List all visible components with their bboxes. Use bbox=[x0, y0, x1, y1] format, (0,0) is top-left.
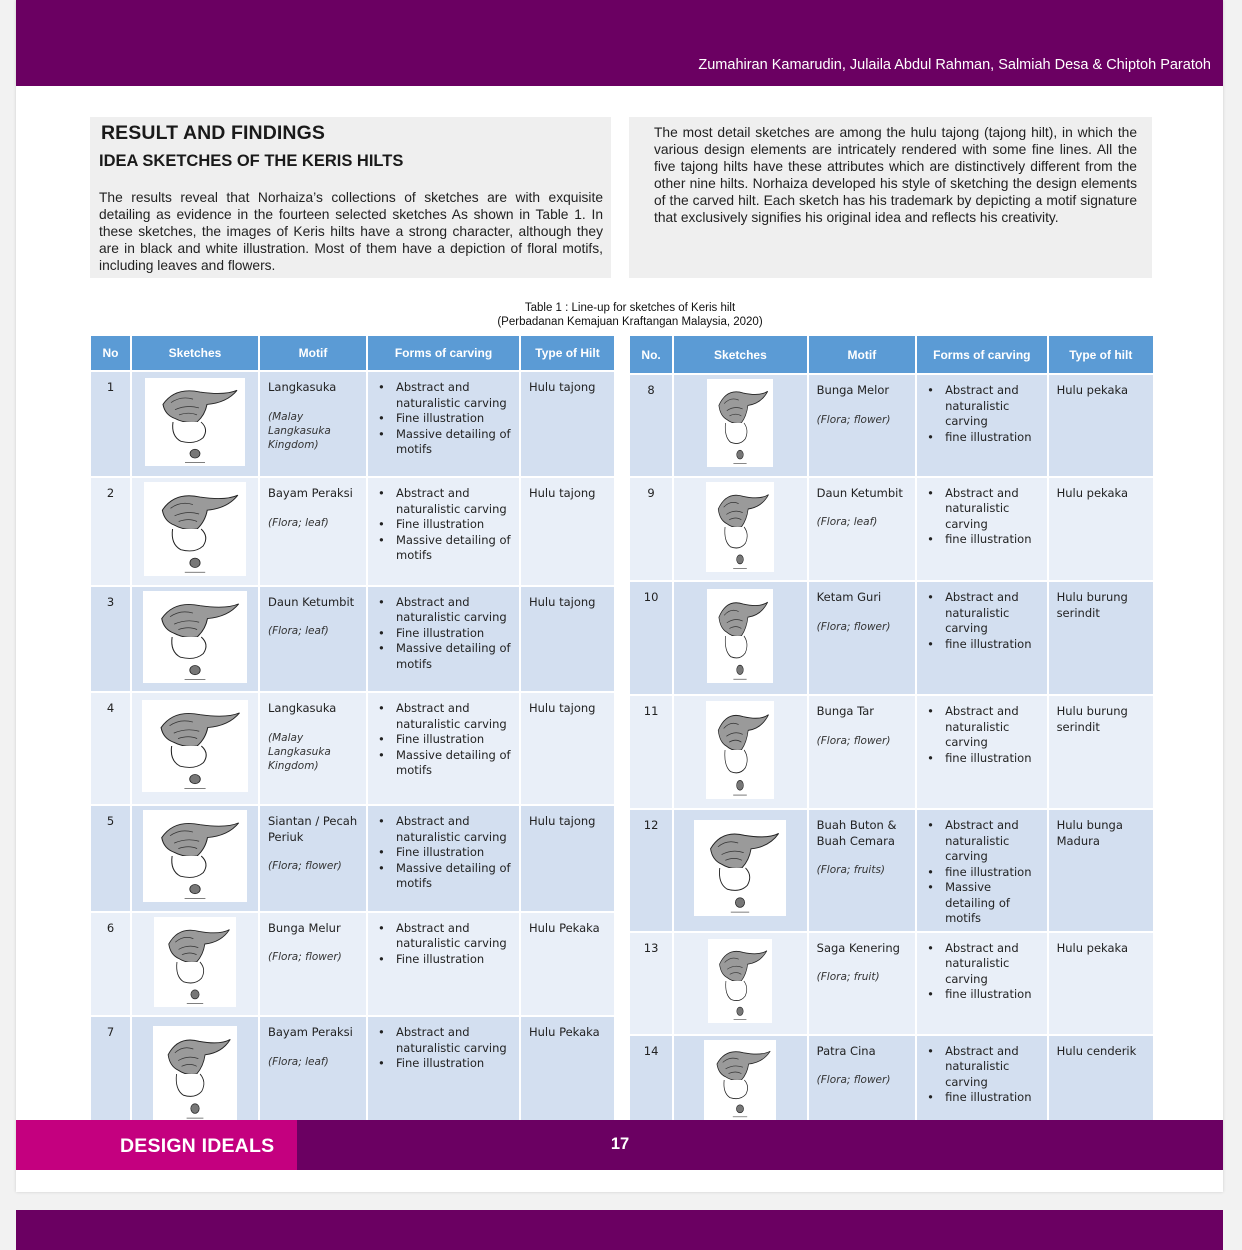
footer-label: DESIGN IDEALS bbox=[120, 1135, 275, 1157]
column-header-no: No bbox=[91, 336, 130, 370]
table-row bbox=[630, 582, 1153, 694]
column-header-forms: Forms of carving bbox=[917, 336, 1047, 373]
sketch-cell bbox=[674, 375, 807, 476]
forms-cell bbox=[917, 582, 1047, 694]
motif-cell bbox=[809, 810, 915, 931]
forms-list-item: • Abstract and naturalistic carving bbox=[925, 818, 1043, 865]
motif-cell bbox=[260, 478, 366, 585]
keris-hilt-sketch-image bbox=[145, 378, 245, 466]
forms-list bbox=[376, 1025, 515, 1072]
motif-name: Daun Ketumbit bbox=[268, 594, 355, 609]
motif-note: (Flora; flower) bbox=[816, 734, 891, 747]
sketch-cell bbox=[132, 913, 258, 1016]
motif-cell bbox=[260, 372, 366, 476]
forms-list bbox=[925, 818, 1043, 927]
forms-list-item: • Fine illustration bbox=[376, 952, 515, 968]
row-number: 8 bbox=[630, 375, 672, 476]
sketch-cell bbox=[132, 587, 258, 692]
motif-cell bbox=[809, 933, 915, 1034]
row-number: 14 bbox=[630, 1036, 672, 1129]
forms-list-item: • Abstract and naturalistic carving bbox=[376, 921, 515, 952]
forms-list bbox=[376, 921, 515, 968]
table-row bbox=[91, 1017, 614, 1135]
motif-note: (Flora; flower) bbox=[816, 1074, 891, 1086]
motif-note: (Flora; leaf) bbox=[268, 625, 329, 637]
forms-cell bbox=[917, 375, 1047, 476]
hilt-type: Hulu tajong bbox=[521, 478, 614, 585]
keris-hilt-sketch-image bbox=[144, 482, 246, 576]
forms-list-item: • Abstract and naturalistic carving bbox=[376, 1025, 515, 1056]
forms-list-item: • Massive detailing of motifs bbox=[376, 748, 515, 779]
forms-list-item: • Abstract and naturalistic carving bbox=[925, 704, 1043, 751]
forms-list-item: • Abstract and naturalistic carving bbox=[925, 486, 1043, 533]
table-row bbox=[630, 810, 1153, 931]
forms-list-item: • Abstract and naturalistic carving bbox=[925, 383, 1043, 430]
column-header-forms: Forms of carving bbox=[368, 336, 519, 370]
motif-cell bbox=[809, 375, 915, 476]
hilt-type: Hulu Pekaka bbox=[521, 1017, 614, 1135]
keris-hilt-sketch-image bbox=[707, 589, 773, 683]
column-header-sketches: Sketches bbox=[674, 336, 807, 373]
forms-list-item: • fine illustration bbox=[925, 1090, 1043, 1106]
motif-cell bbox=[809, 478, 915, 581]
hilt-type: Hulu burung serindit bbox=[1049, 582, 1153, 694]
motif-note: (Malay Langkasuka Kingdom) bbox=[268, 731, 331, 772]
motif-name: Bunga Melur bbox=[268, 920, 341, 935]
row-number: 12 bbox=[630, 810, 672, 931]
forms-list bbox=[376, 814, 515, 892]
column-header-motif: Motif bbox=[809, 336, 915, 373]
intro-paragraph-left: The results reveal that Norhaiza’s collections of sketches are with exquisite detailing as evidence in the fourteen selected sketches As shown in Table 1. In these sketches, the images of Keris hilts have a strong character, although they are in black and white illustration. Most of them have a depiction of floral motifs, including leaves and flowers. bbox=[99, 190, 603, 273]
column-header-type: Type of hilt bbox=[1049, 336, 1153, 373]
motif-note: (Flora; leaf) bbox=[268, 1055, 329, 1068]
keris-hilt-sketch-image bbox=[704, 1040, 776, 1120]
motif-cell bbox=[260, 806, 366, 911]
sketch-cell bbox=[674, 582, 807, 694]
column-header-sketches: Sketches bbox=[132, 336, 258, 370]
motif-name: Ketam Guri bbox=[816, 590, 882, 604]
sketch-cell bbox=[132, 806, 258, 911]
motif-cell bbox=[260, 913, 366, 1016]
motif-note: (Flora; flower) bbox=[268, 951, 342, 963]
forms-cell bbox=[368, 587, 519, 692]
table-caption-source: (Perbadanan Kemajuan Kraftangan Malaysia, 2020) bbox=[497, 316, 763, 328]
motif-note: (Flora; flower) bbox=[268, 860, 342, 872]
table-row bbox=[91, 913, 614, 1016]
section-subtitle: IDEA SKETCHES OF THE KERIS HILTS bbox=[99, 152, 404, 170]
row-number: 1 bbox=[91, 372, 130, 476]
hilt-type: Hulu pekaka bbox=[1049, 375, 1153, 476]
row-number: 6 bbox=[91, 913, 130, 1016]
keris-hilt-sketch-image bbox=[694, 820, 786, 916]
hilt-type: Hulu tajong bbox=[521, 806, 614, 911]
table-row bbox=[630, 478, 1153, 581]
forms-list-item: • Fine illustration bbox=[376, 845, 515, 861]
motif-name: Daun Ketumbit bbox=[816, 485, 903, 500]
sketch-cell bbox=[674, 1036, 807, 1129]
motif-name: Patra Cina bbox=[816, 1043, 876, 1058]
table-row bbox=[91, 372, 614, 476]
motif-name: Siantan / Pecah Periuk bbox=[268, 814, 358, 844]
row-number: 7 bbox=[91, 1017, 130, 1135]
sketch-cell bbox=[674, 810, 807, 931]
forms-list-item: • fine illustration bbox=[925, 637, 1043, 653]
forms-list-item: • Massive detailing of motifs bbox=[376, 533, 515, 564]
column-header-type: Type of Hilt bbox=[521, 336, 614, 370]
forms-list bbox=[925, 1044, 1043, 1106]
forms-list-item: • Abstract and naturalistic carving bbox=[376, 595, 515, 626]
forms-list-item: • Fine illustration bbox=[376, 732, 515, 748]
forms-list-item: • Abstract and naturalistic carving bbox=[925, 1044, 1043, 1091]
keris-hilt-sketch-image bbox=[706, 701, 774, 799]
motif-name: Langkasuka bbox=[268, 380, 337, 394]
motif-note: (Flora; leaf) bbox=[268, 516, 329, 529]
forms-list bbox=[925, 486, 1043, 548]
row-number: 9 bbox=[630, 478, 672, 581]
sketch-cell bbox=[132, 1017, 258, 1135]
row-number: 10 bbox=[630, 582, 672, 694]
motif-cell bbox=[260, 693, 366, 804]
row-number: 13 bbox=[630, 933, 672, 1034]
hilt-type: Hulu Pekaka bbox=[521, 913, 614, 1016]
table-row bbox=[91, 806, 614, 911]
motif-cell bbox=[809, 1036, 915, 1129]
forms-list-item: • fine illustration bbox=[925, 987, 1043, 1003]
forms-list-item: • fine illustration bbox=[925, 532, 1043, 548]
row-number: 4 bbox=[91, 693, 130, 804]
forms-list bbox=[376, 486, 515, 564]
page-number: 17 bbox=[610, 1135, 630, 1153]
forms-list-item: • Abstract and naturalistic carving bbox=[925, 590, 1043, 637]
forms-list-item: • fine illustration bbox=[925, 751, 1043, 767]
motif-name: Saga Kenering bbox=[816, 940, 900, 955]
row-number: 2 bbox=[91, 478, 130, 585]
sketch-table-right bbox=[628, 334, 1155, 1130]
hilt-type: Hulu bunga Madura bbox=[1049, 810, 1153, 931]
motif-note: (Flora; fruit) bbox=[816, 971, 880, 983]
keris-hilt-sketch-image bbox=[153, 1026, 237, 1122]
forms-cell bbox=[368, 806, 519, 911]
table-row bbox=[630, 1036, 1153, 1129]
header-authors: Zumahiran Kamarudin, Julaila Abdul Rahman, Salmiah Desa & Chiptoh Paratoh bbox=[698, 57, 1211, 73]
next-page-header-band bbox=[16, 1210, 1223, 1250]
forms-list-item: • Abstract and naturalistic carving bbox=[376, 701, 515, 732]
sketch-table-left bbox=[89, 334, 616, 1137]
forms-list bbox=[925, 941, 1043, 1003]
motif-name: Bayam Peraksi bbox=[268, 1025, 353, 1039]
keris-hilt-sketch-image bbox=[142, 700, 248, 792]
hilt-type: Hulu tajong bbox=[521, 587, 614, 692]
table-row bbox=[630, 375, 1153, 476]
table-row bbox=[91, 693, 614, 804]
motif-name: Bunga Melor bbox=[816, 383, 890, 397]
motif-cell bbox=[260, 587, 366, 692]
keris-hilt-sketch-image bbox=[143, 810, 247, 902]
forms-cell bbox=[917, 1036, 1047, 1129]
hilt-type: Hulu burung serindit bbox=[1049, 696, 1153, 808]
motif-note: (Flora; fruits) bbox=[816, 864, 886, 876]
table-row bbox=[91, 478, 614, 585]
forms-list-item: • Massive detailing of motifs bbox=[376, 427, 515, 458]
sketch-cell bbox=[674, 933, 807, 1034]
sketch-cell bbox=[132, 372, 258, 476]
intro-paragraph-right: The most detail sketches are among the hulu tajong (tajong hilt), in which the various design elements are intricately rendered with some fine lines. All the five tajong hilts have these attributes which are distinctively different from the other nine hilts. Norhaiza developed his style of sketching the design elements of the carved hilt. Each sketch has his trademark by depicting a motif signature that exclusively signifies his original idea and reflects his creativity. bbox=[654, 125, 1137, 225]
motif-name: Bayam Peraksi bbox=[268, 486, 353, 500]
table-caption: Table 1 : Line-up for sketches of Keris hilt bbox=[524, 302, 736, 314]
hilt-type: Hulu pekaka bbox=[1049, 933, 1153, 1034]
forms-list-item: • Abstract and naturalistic carving bbox=[376, 814, 515, 845]
table-row bbox=[91, 587, 614, 692]
forms-list bbox=[376, 701, 515, 779]
motif-name: Langkasuka bbox=[268, 701, 337, 715]
forms-cell bbox=[917, 810, 1047, 931]
forms-list-item: • Massive detailing of motifs bbox=[925, 880, 1043, 927]
sketch-cell bbox=[132, 478, 258, 585]
forms-cell bbox=[368, 693, 519, 804]
keris-hilt-sketch-image bbox=[154, 917, 236, 1007]
forms-list-item: • Fine illustration bbox=[376, 517, 515, 533]
forms-list-item: • fine illustration bbox=[925, 430, 1043, 446]
forms-cell bbox=[368, 913, 519, 1016]
header-band bbox=[16, 0, 1223, 86]
row-number: 3 bbox=[91, 587, 130, 692]
forms-list-item: • Abstract and naturalistic carving bbox=[376, 380, 515, 411]
motif-name: Bunga Tar bbox=[816, 704, 875, 718]
forms-list bbox=[925, 704, 1043, 766]
forms-list bbox=[925, 590, 1043, 652]
column-header-no: No. bbox=[630, 336, 672, 373]
forms-list-item: • Fine illustration bbox=[376, 411, 515, 427]
keris-hilt-sketch-image bbox=[708, 939, 772, 1023]
table-row bbox=[630, 933, 1153, 1034]
forms-list-item: • Massive detailing of motifs bbox=[376, 641, 515, 672]
forms-list-item: • Abstract and naturalistic carving bbox=[376, 486, 515, 517]
motif-cell bbox=[809, 582, 915, 694]
section-title: RESULT AND FINDINGS bbox=[101, 122, 325, 144]
motif-name: Buah Buton & Buah Cemara bbox=[816, 818, 897, 848]
forms-cell bbox=[917, 933, 1047, 1034]
forms-list bbox=[376, 380, 515, 458]
motif-note: (Malay Langkasuka Kingdom) bbox=[268, 410, 331, 451]
forms-list bbox=[925, 383, 1043, 445]
row-number: 11 bbox=[630, 696, 672, 808]
row-number: 5 bbox=[91, 806, 130, 911]
hilt-type: Hulu tajong bbox=[521, 372, 614, 476]
forms-list-item: • Massive detailing of motifs bbox=[376, 861, 515, 892]
table-row bbox=[630, 696, 1153, 808]
motif-note: (Flora; flower) bbox=[816, 413, 891, 426]
sketch-cell bbox=[674, 478, 807, 581]
motif-note: (Flora; flower) bbox=[816, 620, 891, 633]
forms-list-item: • Fine illustration bbox=[376, 626, 515, 642]
forms-cell bbox=[368, 478, 519, 585]
hilt-type: Hulu pekaka bbox=[1049, 478, 1153, 581]
forms-list bbox=[376, 595, 515, 673]
motif-note: (Flora; leaf) bbox=[816, 516, 878, 528]
column-header-motif: Motif bbox=[260, 336, 366, 370]
keris-hilt-sketch-image bbox=[707, 379, 773, 467]
forms-list-item: • fine illustration bbox=[925, 865, 1043, 881]
keris-hilt-sketch-image bbox=[143, 591, 247, 683]
forms-list-item: • Abstract and naturalistic carving bbox=[925, 941, 1043, 988]
keris-hilt-sketch-image bbox=[706, 482, 774, 572]
motif-cell bbox=[260, 1017, 366, 1135]
forms-cell bbox=[368, 372, 519, 476]
motif-cell bbox=[809, 696, 915, 808]
forms-cell bbox=[368, 1017, 519, 1135]
forms-cell bbox=[917, 696, 1047, 808]
sketch-cell bbox=[132, 693, 258, 804]
forms-cell bbox=[917, 478, 1047, 581]
hilt-type: Hulu cenderik bbox=[1049, 1036, 1153, 1129]
forms-list-item: • Fine illustration bbox=[376, 1056, 515, 1072]
hilt-type: Hulu tajong bbox=[521, 693, 614, 804]
sketch-cell bbox=[674, 696, 807, 808]
